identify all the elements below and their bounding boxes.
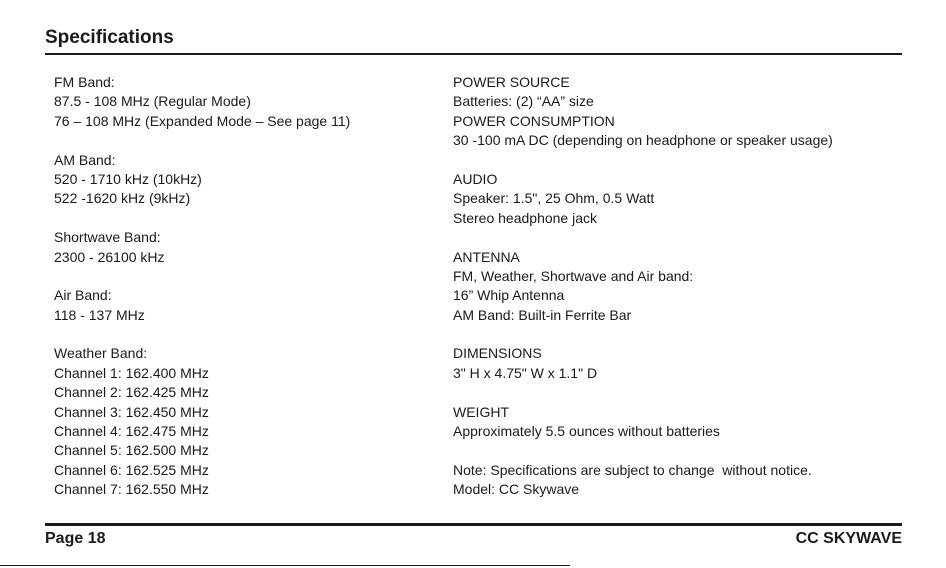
crop-line <box>0 565 570 566</box>
header-divider <box>45 53 902 55</box>
spec-line: 30 -100 mA DC (depending on headphone or speaker usage) <box>453 132 833 149</box>
spec-line: 16” Whip Antenna <box>453 287 565 304</box>
spec-line: Channel 3: 162.450 MHz <box>54 403 209 420</box>
product-name: CC SKYWAVE <box>795 530 902 547</box>
spec-line: 3" H x 4.75" W x 1.1" D <box>453 364 598 381</box>
right-spec-column <box>453 73 833 500</box>
footer-divider <box>45 523 902 526</box>
spec-line: Air Band: <box>54 287 112 304</box>
spec-line: Channel 4: 162.475 MHz <box>54 423 209 440</box>
spec-line: 118 - 137 MHz <box>54 306 145 323</box>
page-number: Page 18 <box>45 530 106 547</box>
spec-line: Weather Band: <box>54 345 148 362</box>
spec-line: AM Band: Built-in Ferrite Bar <box>453 306 632 323</box>
left-spec-column <box>54 73 350 500</box>
page-title: Specifications <box>45 27 174 48</box>
spec-line: Model: CC Skywave <box>453 481 580 498</box>
spec-line: Note: Specifications are subject to change without notice. <box>453 461 812 478</box>
spec-line: Channel 7: 162.550 MHz <box>54 481 209 498</box>
spec-line <box>54 131 350 150</box>
spec-line: Shortwave Band: <box>54 229 161 246</box>
spec-line: POWER CONSUMPTION <box>453 112 615 129</box>
spec-line: 522 -1620 kHz (9kHz) <box>54 190 191 207</box>
spec-line: 76 – 108 MHz (Expanded Mode – See page 11) <box>54 112 351 129</box>
spec-line: Channel 6: 162.525 MHz <box>54 461 209 478</box>
spec-line: 520 - 1710 kHz (10kHz) <box>54 170 202 187</box>
spec-line <box>453 325 833 344</box>
spec-line <box>54 325 350 344</box>
spec-line <box>54 267 350 286</box>
spec-line: ANTENNA <box>453 248 520 265</box>
spec-line: Channel 1: 162.400 MHz <box>54 364 209 381</box>
spec-line: WEIGHT <box>453 403 509 420</box>
spec-line: FM, Weather, Shortwave and Air band: <box>453 267 694 284</box>
spec-line: FM Band: <box>54 74 115 90</box>
spec-line: Channel 2: 162.425 MHz <box>54 384 209 401</box>
spec-line: Channel 5: 162.500 MHz <box>54 442 209 459</box>
spec-line <box>453 151 833 170</box>
spec-line: Stereo headphone jack <box>453 209 597 226</box>
spec-line <box>453 383 833 402</box>
spec-line: AM Band: <box>54 151 116 168</box>
spec-line: Approximately 5.5 ounces without batteries <box>453 423 720 440</box>
spec-line: DIMENSIONS <box>453 345 542 362</box>
spec-line <box>54 209 350 228</box>
spec-line <box>453 441 833 460</box>
spec-line: Batteries: (2) “AA” size <box>453 93 594 110</box>
spec-line: POWER SOURCE <box>453 74 570 90</box>
spec-line: Speaker: 1.5", 25 Ohm, 0.5 Watt <box>453 190 655 207</box>
spec-line: AUDIO <box>453 170 498 187</box>
spec-line: 87.5 - 108 MHz (Regular Mode) <box>54 93 251 110</box>
spec-line: 2300 - 26100 kHz <box>54 248 165 265</box>
spec-line <box>453 228 833 247</box>
